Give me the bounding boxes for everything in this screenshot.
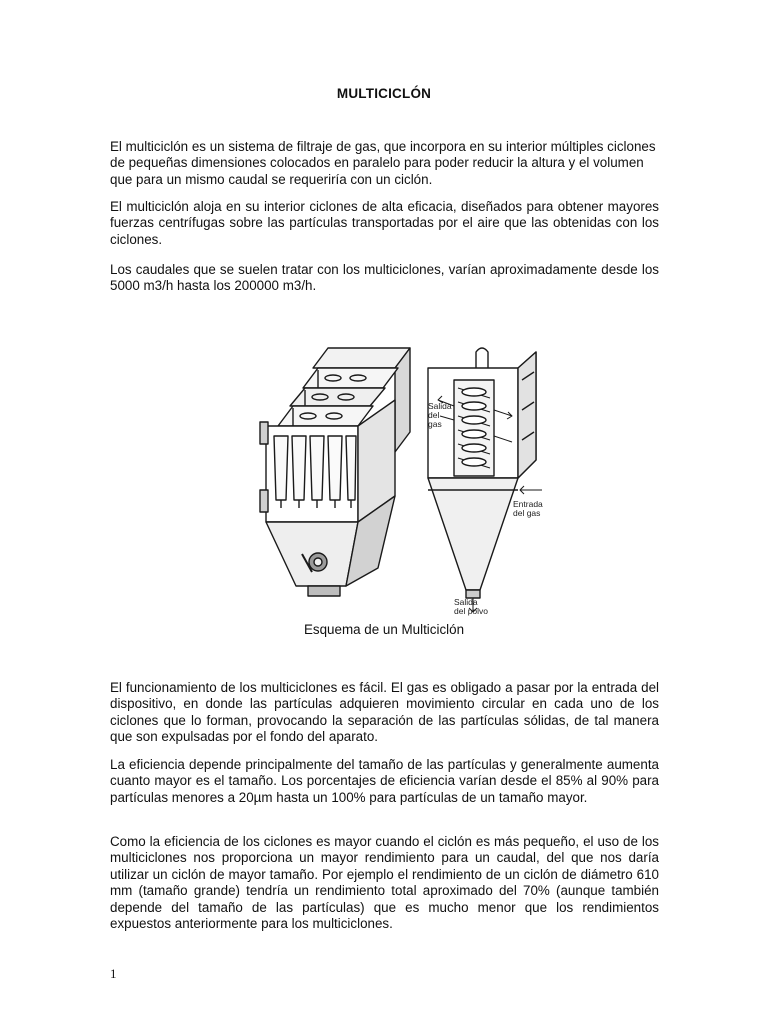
- label-dust-outlet: Salida del polvo: [454, 597, 489, 616]
- paragraph-efficiency: La eficiencia depende principalmente del tamaño de las partículas y generalmente aumenta cuanto mayor es el tamaño. Los porcentajes de eficiencia varían desde el 85% al 90% para partículas menores a 20µm hasta un 100% para partículas de un tamaño mayor.: [110, 757, 659, 805]
- document-title: MULTICICLÓN: [336, 86, 432, 101]
- paragraph-operation: El funcionamiento de los multiciclones es fácil. El gas es obligado a pasar por la entrada del dispositivo, en donde las partículas adquieren movimiento circular en cada uno de los ciclones que lo forman, provocando la separación de las partículas sólidas, de tal manera que son expulsadas por el fondo del aparato.: [110, 680, 659, 745]
- multicyclone-diagram: [258, 340, 558, 618]
- label-gas-inlet: Entrada del gas: [513, 499, 543, 518]
- multicyclone-housing-drawing: [260, 348, 410, 596]
- multicyclone-section-drawing: [428, 348, 542, 612]
- figure-caption: Esquema de un Multiciclón: [303, 622, 465, 637]
- paragraph-flow-rates: Los caudales que se suelen tratar con los multiciclones, varían aproximadamente desde los 5000 m3/h hasta los 200000 m3/h.: [110, 262, 659, 294]
- paragraph-comparison: Como la eficiencia de los ciclones es mayor cuando el ciclón es más pequeño, el uso de los multiciclones nos proporciona un mayor rendimiento para un caudal, del que nos daría utilizar un ciclón de mayor tamaño. Por ejemplo el rendimiento de un ciclón de diámetro 610 mm (tamaño grande) tendría un rendimiento total aproximado del 70% (aunque también depende del tamaño de las partículas) que es mucho menor que los rendimientos expuestos anteriormente para los multiciclones.: [110, 834, 659, 932]
- label-gas-outlet: Salida del gas: [428, 401, 452, 429]
- multicyclone-figure: [258, 340, 558, 618]
- paragraph-intro: El multiciclón es un sistema de filtraje de gas, que incorpora en su interior múltiples ciclones de pequeñas dimensiones colocados en paralelo para poder reducir la altura y el volumen que para un mismo caudal se requeriría con un ciclón.: [110, 139, 656, 187]
- page-number: 1: [110, 966, 117, 981]
- paragraph-high-efficiency: El multiciclón aloja en su interior ciclones de alta eficacia, diseñados para obtener mayores fuerzas centrífugas sobre las partículas transportadas por el aire que las obtenidas con los ciclones.: [110, 199, 659, 247]
